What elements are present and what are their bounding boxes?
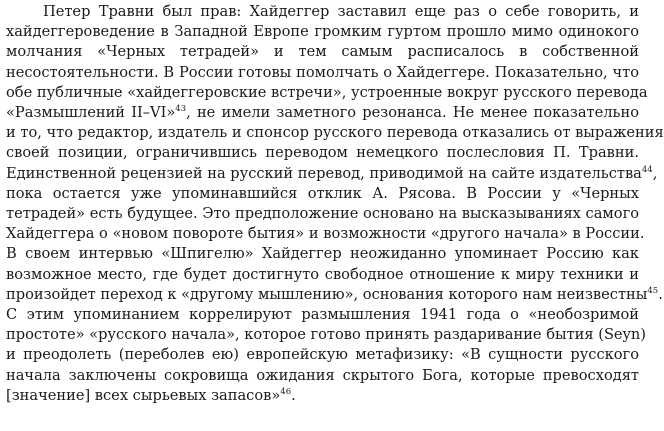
text-line: хайдеггероведение в Западной Европе громким гуртом прошло мимо одинокого bbox=[6, 23, 639, 41]
text-line: простоте» «русского начала», которое готово принять раздаривание бытия (Seyn) bbox=[6, 326, 646, 344]
text-line: тетрадей» есть будущее. Это предположение основано на высказываниях самого bbox=[6, 205, 639, 223]
body-paragraph bbox=[6, 2, 664, 406]
footnote-ref[interactable]: 46 bbox=[280, 386, 292, 397]
text-line: пока остается уже упоминавшийся отклик А. Рясова. В России у «Черных bbox=[6, 184, 639, 202]
text-line: и то, что редактор, издатель и спонсор русского перевода отказались от выражения bbox=[6, 124, 664, 142]
text-line: произойдет переход к «другому мышлению», основания которого нам неизвестны$^{45}$. bbox=[6, 285, 663, 303]
text-line: Единственной рецензией на русский перевод, приводимой на сайте издательства$^{44}$, bbox=[6, 164, 658, 182]
text-line: несостоятельности. В России готовы помолчать о Хайдеггере. Показательно, что bbox=[6, 63, 639, 81]
text-line: «Размышлений II–VI»$^{43}$, не имели заметного резонанса. Не менее показательно bbox=[6, 104, 639, 122]
footnote-ref[interactable]: 43 bbox=[175, 104, 187, 115]
text-line: [значение] всех сырьевых запасов»$^{46}$. bbox=[6, 386, 296, 404]
footnote-ref[interactable]: 45 bbox=[647, 285, 659, 296]
text-line: Хайдеггера о «новом повороте бытия» и возможности «другого начала» в России. bbox=[6, 225, 645, 243]
text-line: начала заключены сокровища ожидания скрытого Бога, которые превосходят bbox=[6, 366, 639, 384]
text-line: Петер Травни был прав: Хайдеггер заставил еще раз о себе говорить, и bbox=[43, 3, 639, 20]
text-line: С этим упоминанием коррелируют размышления 1941 года о «необозримой bbox=[6, 306, 639, 324]
text-line: обе публичные «хайдеггеровские встречи», устроенные вокруг русского перевода bbox=[6, 83, 648, 101]
text-line: В своем интервью «Шпигелю» Хайдеггер неожиданно упоминает Россию как bbox=[6, 245, 639, 263]
text-line: возможное место, где будет достигнуто свободное отношение к миру техники и bbox=[6, 265, 639, 283]
footnote-ref[interactable]: 44 bbox=[641, 164, 653, 175]
document-page bbox=[6, 2, 664, 406]
text-line: молчания «Черных тетрадей» и тем самым расписалось в собственной bbox=[6, 43, 639, 61]
text-line: своей позиции, ограничившись переводом немецкого послесловия П. Травни. bbox=[6, 144, 639, 162]
text-line: и преодолеть (переболев ею) европейскую метафизику: «В сущности русского bbox=[6, 346, 639, 364]
